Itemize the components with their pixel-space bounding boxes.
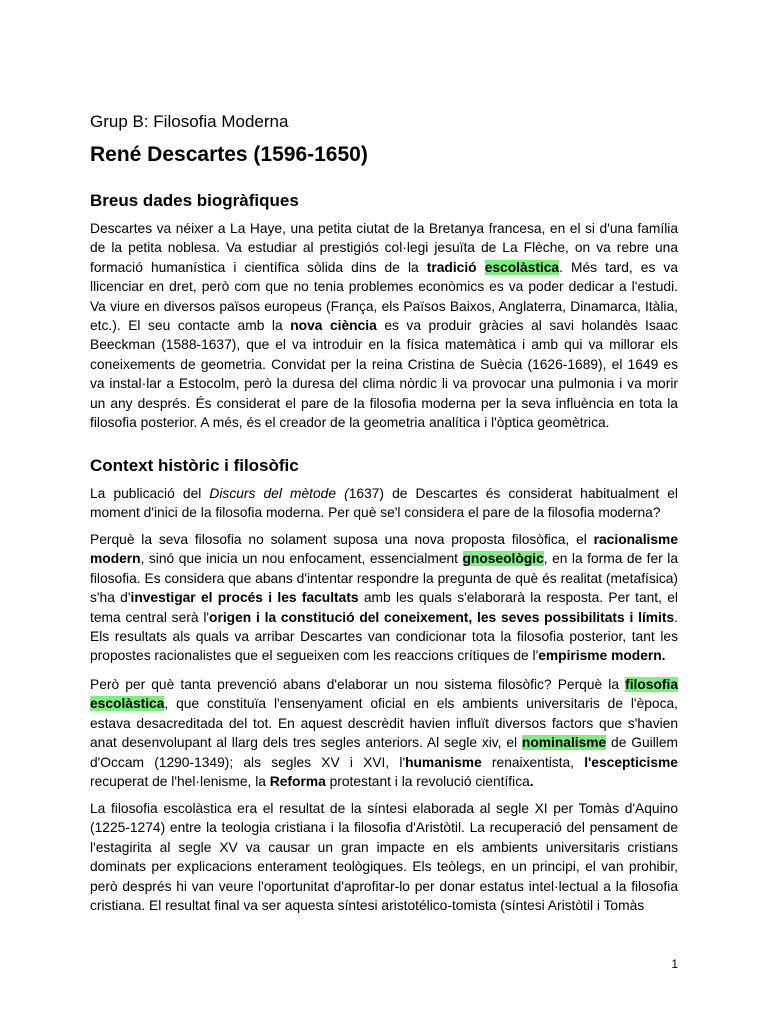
text-run: protestant i la revolució científica: [325, 774, 530, 790]
biography-paragraph: [90, 219, 678, 432]
page-title: René Descartes (1596-1650): [90, 143, 368, 166]
text-run: . Els resultats als quals va arribar Descartes van condicionar tota la filosofia posterior, tant les propostes racionalistes que el segueixen com les reaccions crítiques de l': [90, 609, 678, 664]
text-run: . Més tard, es va llicenciar en dret, però com que no tenia problemes econòmics es va poder dedicar a l'estudi. Va viure en diversos països europeus (França, els Països Baixos, Anglaterra, Dinamarca, Itàlia, etc.). El seu contacte amb la: [90, 259, 678, 334]
highlighted-term: filosofia escolàstica: [90, 677, 678, 712]
text-run: La publicació del: [90, 486, 210, 501]
text-run: Perquè la seva filosofia no solament suposa una nova proposta filosòfica, el: [90, 532, 594, 547]
highlighted-term: nominalisme: [521, 735, 607, 751]
section-heading-biography: Breus dades biogràfiques: [90, 191, 299, 210]
section-heading-context: Context històric i filosòfic: [90, 456, 299, 475]
highlighted-term: escolàstica: [484, 259, 560, 275]
page-number: 1: [671, 957, 678, 971]
group-label: Grup B: Filosofia Moderna: [90, 112, 289, 131]
text-run: de Guillem d'Occam (1290-1349); als segles XV i XVI, l': [90, 735, 678, 770]
text-run: es va produir gràcies al savi holandès Isaac Beeckman (1588-1637), que el va introduir en la física matemàtica i amb qui va millorar els coneixements de geometria. Convidat per la reina Cristina de Suècia (1626-1689), el 1649 es va instal·lar a Estocolm, però la duresa del clima nòrdic li va provocar una pulmonia i va morir un any després. És considerat el pare de la filosofia moderna per la seva influència en tota la filosofia posterior. A més, és el creador de la geometria analítica i l'òptica geomètrica.: [90, 318, 678, 431]
text-run: , en la forma de fer la filosofia. Es considera que abans d'intentar respondre la pregunta de què és realitat (metafísica) s'ha d': [90, 551, 678, 606]
bold-term: Reforma: [269, 774, 326, 790]
text-run: amb les quals s'elaborarà la resposta. Per tant, el tema central serà l': [90, 590, 678, 625]
text-run: , sinó que inicia un nou enfocament, essencialment: [140, 551, 463, 567]
context-paragraph-4: [90, 799, 678, 915]
text-run: recuperat de l'hel·lenisme, la: [90, 774, 270, 790]
text-run: Descartes va néixer a La Haye, una petita ciutat de la Bretanya francesa, en el si d'una família de la petita noblesa. Va estudiar al prestigiós col·legi jesuïta de La Flèche, on va rebre una formació humanística i científica sòlida dins de la: [90, 221, 678, 275]
text-run: renaixentista,: [481, 754, 585, 770]
bold-term: .: [529, 774, 534, 790]
bold-term: origen i la constitució del coneixement, les seves possibilitats i límits: [209, 609, 675, 625]
context-paragraph-2: [90, 530, 678, 666]
bold-term: racionalisme modern: [90, 532, 678, 567]
bold-term: investigar el procés i les facultats: [130, 590, 359, 606]
bold-term: tradició: [426, 259, 477, 275]
bold-term: l'escepticisme: [584, 754, 678, 770]
text-run: La filosofia escolàstica era el resultat de la síntesi elaborada al segle XI per Tomàs d'Aquino (1225-1274) entre la teologia cristiana i la filosofia d'Aristòtil. La recuperació del pensament de l'estagirita al segle XV va causar un gran impacte en els ambients universitaris cristians dominats per explicacions enterament teològiques. Els teòlegs, en un principi, el van prohibir, però després hi van veure l'oportunitat d'aprofitar-lo per donar estatus intel·lectual a la filosofia cristiana. El resultat final va ser aquesta síntesi aristotélico-tomista (síntesi Aristòtil i Tomàs: [90, 801, 678, 914]
context-paragraph-3: [90, 675, 678, 791]
highlighted-term: gnoseològic: [462, 551, 544, 567]
text-run: , que constituïa l'ensenyament oficial en els ambients universitaris de l'època, estava desacreditada del tot. En aquest descrèdit havien influït diversos factors que s'havien anat desenvolupant al llarg dels tres segles anteriors. Al segle xiv, el: [90, 696, 678, 751]
bold-term: empirisme modern.: [538, 648, 666, 664]
text-run: [477, 260, 485, 275]
bold-term: nova ciència: [290, 318, 377, 334]
context-paragraph-1: [90, 484, 678, 523]
italic-title: Discurs del mètode (: [209, 486, 349, 501]
text-run: Però per què tanta prevenció abans d'elaborar un nou sistema filosòfic? Perquè la: [90, 677, 626, 692]
text-run: 1637) de Descartes és considerat habitualment el moment d'inici de la filosofia moderna. Per què se'l considera el pare de la filosofia moderna?: [90, 486, 678, 521]
bold-term: humanisme: [405, 754, 482, 770]
